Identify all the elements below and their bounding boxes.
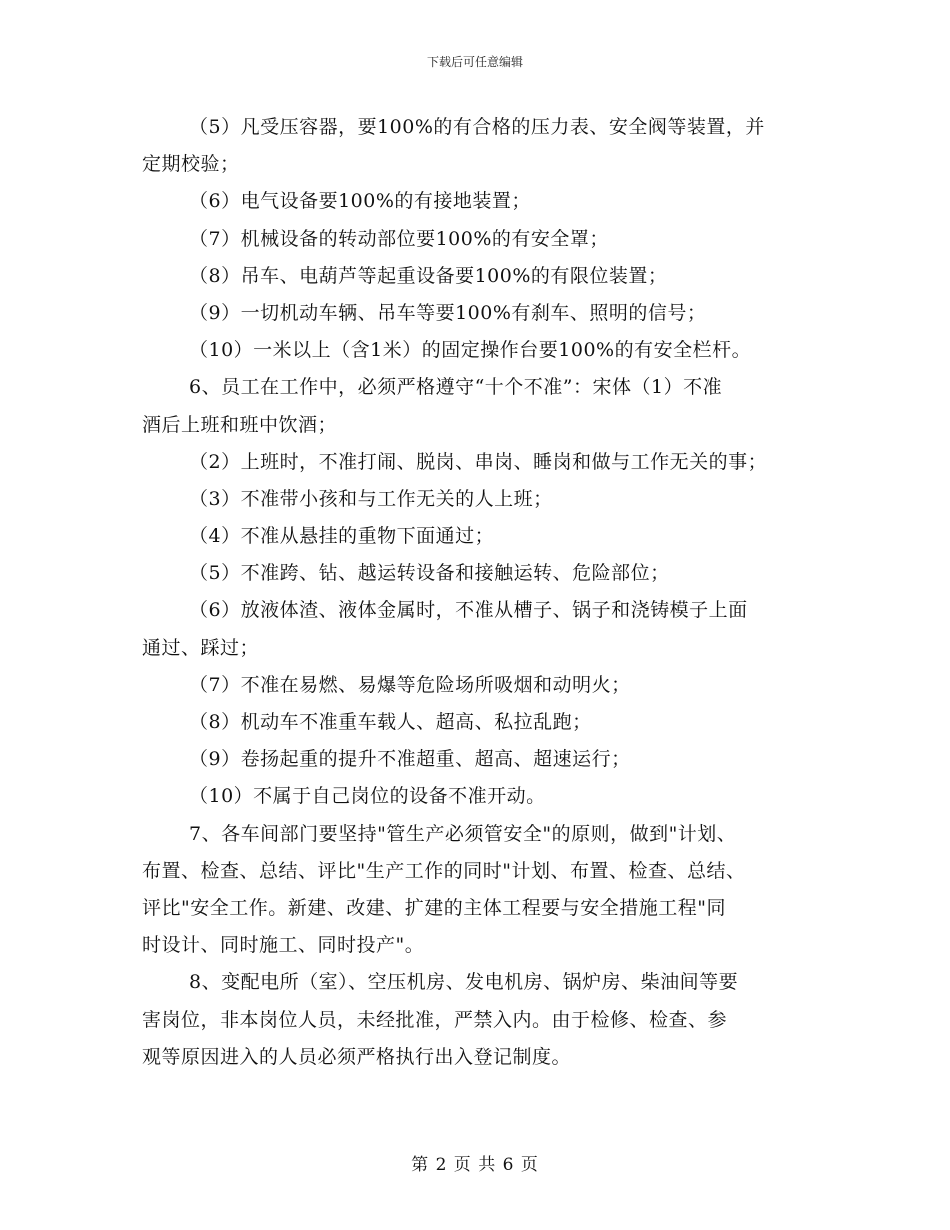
- body-line: （5）不准跨、钻、越运转设备和接触运转、危险部位；: [189, 562, 670, 585]
- body-line: 害岗位，非本岗位人员，未经批准，严禁入内。由于检修、检查、参: [142, 1008, 728, 1031]
- page-footer: 第 2 页 共 6 页: [411, 1155, 539, 1175]
- body-line: 7、各车间部门要坚持"管生产必须管安全"的原则，做到"计划、: [189, 822, 737, 845]
- body-line: 酒后上班和班中饮酒；: [142, 413, 338, 436]
- body-line: 6、员工在工作中，必须严格遵守“十个不准”：宋体（1）不准: [189, 376, 723, 399]
- body-line: （6）放液体渣、液体金属时，不准从槽子、锅子和浇铸模子上面: [189, 599, 748, 622]
- body-line: （4）不准从悬挂的重物下面通过；: [189, 525, 495, 548]
- body-line: （6）电气设备要100%的有接地装置；: [189, 190, 531, 213]
- body-line: （9）卷扬起重的提升不准超重、超高、超速运行；: [189, 748, 631, 771]
- body-line: （7）不准在易燃、易爆等危险场所吸烟和动明火；: [189, 673, 631, 696]
- body-line: 通过、踩过；: [142, 636, 260, 659]
- page-header: 下载后可任意编辑: [426, 55, 523, 69]
- body-line: （10）不属于自己岗位的设备不准开动。: [189, 785, 546, 808]
- body-line: 时设计、同时施工、同时投产"。: [142, 934, 425, 957]
- body-line: （2）上班时，不准打闹、脱岗、串岗、睡岗和做与工作无关的事；: [189, 450, 768, 473]
- body-line: 布置、检查、总结、评比"生产工作的同时"计划、布置、检查、总结、: [142, 859, 746, 882]
- body-line: （5）凡受压容器，要100%的有合格的压力表、安全阀等装置，并: [189, 116, 765, 138]
- body-line: （9）一切机动车辆、吊车等要100%有刹车、照明的信号；: [189, 301, 707, 324]
- body-line: 观等原因进入的人员必须严格执行出入登记制度。: [142, 1045, 572, 1068]
- body-line: 8、变配电所（室）、空压机房、发电机房、锅炉房、柴油间等要: [189, 971, 739, 994]
- body-line: （8）机动车不准重车载人、超高、私拉乱跑；: [189, 711, 592, 733]
- document-body: [142, 109, 822, 1076]
- body-line: （3）不准带小孩和与工作无关的人上班；: [189, 487, 553, 510]
- body-line: （8）吊车、电葫芦等起重设备要100%的有限位装置；: [189, 264, 668, 287]
- body-line: （7）机械设备的转动部位要100%的有安全罩；: [189, 227, 609, 250]
- body-line: 定期校验；: [142, 153, 240, 176]
- body-line: 评比"安全工作。新建、改建、扩建的主体工程要与安全措施工程"同: [142, 896, 726, 919]
- body-line: （10）一米以上（含1米）的固定操作台要100%的有安全栏杆。: [189, 339, 752, 362]
